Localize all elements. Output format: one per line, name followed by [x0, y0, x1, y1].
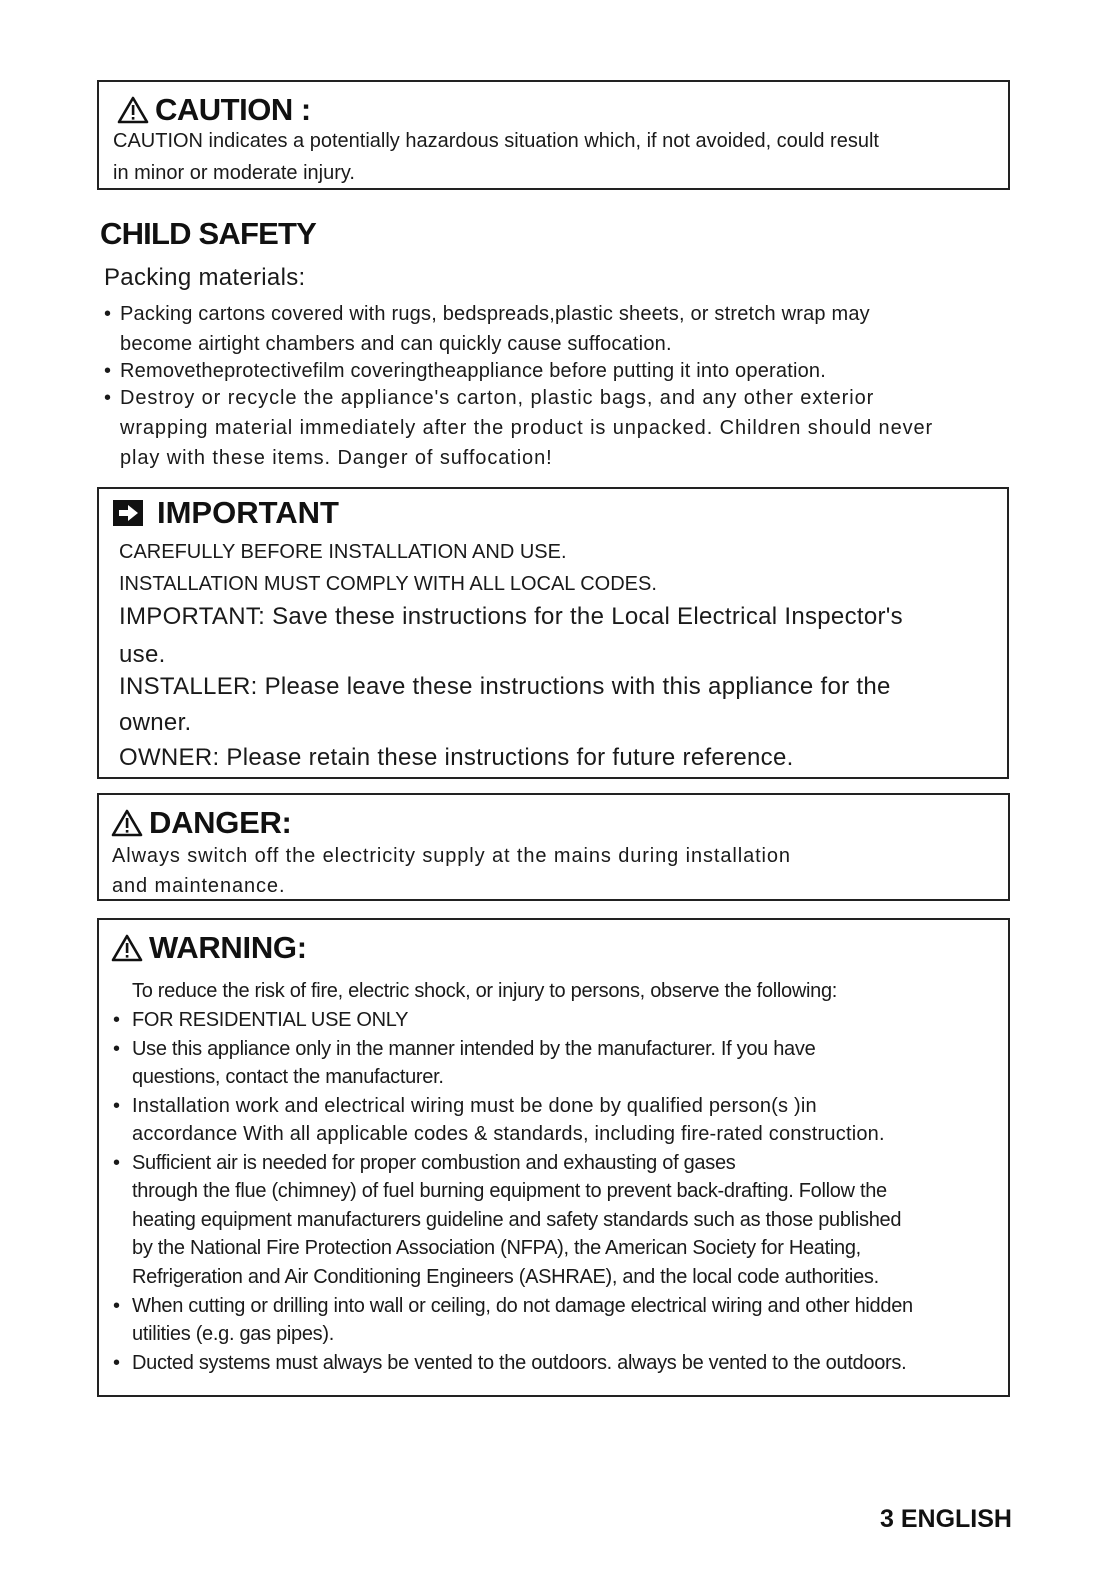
- danger-heading: [111, 805, 292, 841]
- warning-line: Use this appliance only in the manner intended by the manufacturer. If you have: [132, 1038, 816, 1060]
- warning-triangle-icon: [111, 809, 143, 837]
- warning-title: WARNING:: [149, 930, 307, 965]
- warning-line: When cutting or drilling into wall or ceiling, do not damage electrical wiring and other hidden: [132, 1295, 913, 1317]
- important-box: [97, 487, 1009, 779]
- warning-line: Refrigeration and Air Conditioning Engineers (ASHRAE), and the local code authorities.: [132, 1266, 879, 1288]
- bullet-dot: •: [104, 360, 112, 382]
- bullet-dot: •: [113, 1152, 120, 1174]
- important-line: OWNER: Please retain these instructions for future reference.: [119, 744, 794, 771]
- warning-triangle-icon: [111, 934, 143, 962]
- child-safety-line: wrapping material immediately after the product is unpacked. Children should never: [120, 417, 934, 439]
- warning-line: Ducted systems must always be vented to the outdoors. always be vented to the outdoors.: [132, 1352, 907, 1374]
- bullet-dot: •: [104, 387, 112, 409]
- caution-heading: [117, 92, 311, 128]
- warning-line: questions, contact the manufacturer.: [132, 1066, 444, 1088]
- warning-line: Installation work and electrical wiring must be done by qualified person(s )in: [132, 1095, 817, 1117]
- important-title: IMPORTANT: [157, 495, 339, 530]
- warning-line: by the National Fire Protection Association (NFPA), the American Society for Heating,: [132, 1237, 861, 1259]
- bullet-dot: •: [113, 1095, 120, 1117]
- child-safety-heading: CHILD SAFETY: [100, 216, 317, 251]
- warning-heading: [111, 930, 307, 966]
- arrow-right-box-icon: [113, 500, 143, 526]
- caution-title: CAUTION :: [155, 92, 311, 127]
- warning-line: through the flue (chimney) of fuel burning equipment to prevent back-drafting. Follow the: [132, 1180, 887, 1202]
- child-safety-line: Destroy or recycle the appliance's carton, plastic bags, and any other exterior: [120, 387, 875, 409]
- warning-triangle-icon: [117, 96, 149, 124]
- important-line: INSTALLATION MUST COMPLY WITH ALL LOCAL CODES.: [119, 573, 657, 595]
- bullet-dot: •: [113, 1038, 120, 1060]
- important-heading: [113, 495, 339, 531]
- warning-line: heating equipment manufacturers guideline and safety standards such as those published: [132, 1209, 902, 1231]
- important-line: owner.: [119, 709, 192, 736]
- child-safety-line: Packing cartons covered with rugs, bedspreads,plastic sheets, or stretch wrap may: [120, 303, 870, 325]
- important-line: use.: [119, 641, 166, 668]
- caution-line: in minor or moderate injury.: [113, 162, 355, 184]
- packing-materials-subheading: Packing materials:: [104, 264, 306, 291]
- danger-box: [97, 793, 1010, 901]
- warning-line: Sufficient air is needed for proper combustion and exhausting of gases: [132, 1152, 736, 1174]
- page-footer: 3 ENGLISH: [880, 1505, 1012, 1533]
- danger-line: Always switch off the electricity supply at the mains during installation: [112, 845, 791, 867]
- warning-box: [97, 918, 1010, 1397]
- danger-title: DANGER:: [149, 805, 292, 840]
- bullet-dot: •: [113, 1352, 120, 1374]
- bullet-dot: •: [113, 1009, 120, 1031]
- warning-intro: To reduce the risk of fire, electric shock, or injury to persons, observe the following:: [132, 980, 838, 1002]
- caution-line: CAUTION indicates a potentially hazardous situation which, if not avoided, could result: [113, 130, 879, 152]
- important-line: IMPORTANT: Save these instructions for the Local Electrical Inspector's: [119, 603, 903, 630]
- danger-line: and maintenance.: [112, 875, 286, 897]
- important-line: CAREFULLY BEFORE INSTALLATION AND USE.: [119, 541, 567, 563]
- warning-line: utilities (e.g. gas pipes).: [132, 1323, 334, 1345]
- important-line: INSTALLER: Please leave these instructions with this appliance for the: [119, 673, 891, 700]
- warning-line: FOR RESIDENTIAL USE ONLY: [132, 1009, 409, 1031]
- bullet-dot: •: [113, 1295, 120, 1317]
- warning-line: accordance With all applicable codes & standards, including fire-rated construction.: [132, 1123, 885, 1145]
- caution-box: [97, 80, 1010, 190]
- child-safety-line: become airtight chambers and can quickly cause suffocation.: [120, 333, 672, 355]
- bullet-dot: •: [104, 303, 112, 325]
- child-safety-line: play with these items. Danger of suffocation!: [120, 447, 553, 469]
- child-safety-line: Removetheprotectivefilm coveringtheappliance before putting it into operation.: [120, 360, 827, 382]
